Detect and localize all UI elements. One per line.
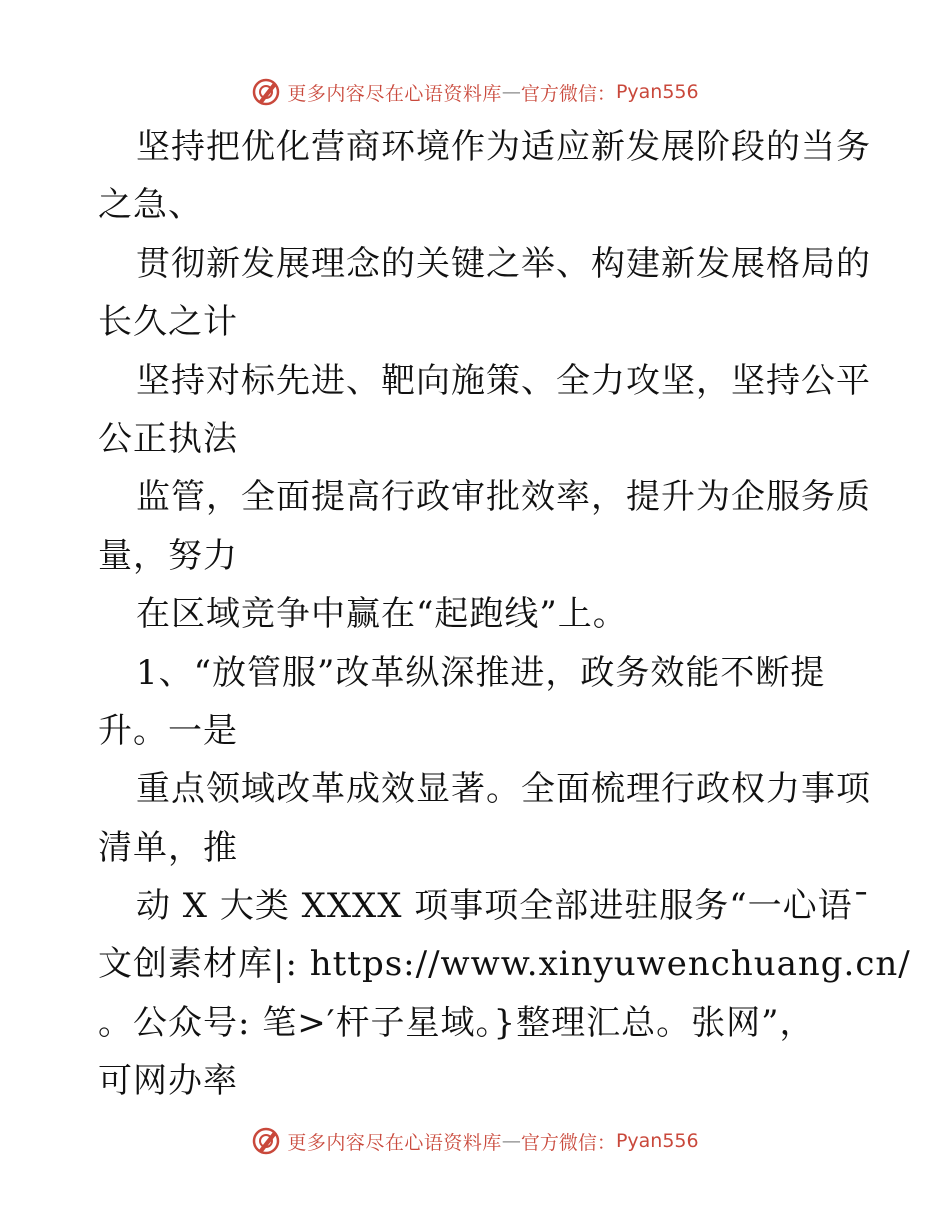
document-body [98,118,911,1111]
watermark-wechat-id: Pyan556 [615,81,699,103]
text-line: 1、“放管服”改革纵深推进，政务效能不断提 [136,652,826,693]
text-line: 。公众号: 笔>′杆子星域。}整理汇总。张网”， [98,1002,815,1043]
watermark-wechat-label: 官方微信： [520,1131,616,1154]
watermark-text: 更多内容尽在心语资料库 [287,1131,502,1154]
text-line: 在区域竞争中赢在“起跑线”上。 [136,594,628,635]
text-line: 之急、 [98,185,203,226]
text-line: 坚持对标先进、靶向施策、全力攻坚，坚持公平 [136,360,871,401]
header-watermark [0,72,950,112]
text-line: 长久之计 [98,302,238,343]
footer-watermark [0,1121,950,1161]
watermark-text: 更多内容尽在心语资料库 [287,82,502,105]
text-line: 升。一是 [98,710,238,751]
text-line: 量，努力 [98,535,238,576]
text-line: 重点领域改革成效显著。全面梳理行政权力事项 [136,769,871,810]
text-line: 公正执法 [98,418,238,459]
text-line: 贯彻新发展理念的关键之举、构建新发展格局的 [136,243,871,284]
watermark-wechat-id: Pyan556 [615,1130,699,1152]
text-line: 可网办率 [98,1061,238,1102]
text-line-url: 文创素材库|: https://www.xinyuwenchuang.cn/ [98,944,911,985]
text-line: 坚持把优化营商环境作为适应新发展阶段的当务 [136,127,871,167]
text-line: 监管，全面提高行政审批效率，提升为企服务质 [136,477,871,518]
pen-logo-icon [251,77,281,107]
pen-logo-icon [251,1126,281,1156]
text-line: 动 X 大类 XXXX 项事项全部进驻服务“一心语¯ [136,886,871,927]
watermark-dash: — [501,81,521,103]
watermark-wechat-label: 官方微信： [520,82,616,105]
watermark-dash: — [501,1130,521,1152]
text-line: 清单，推 [98,827,238,868]
